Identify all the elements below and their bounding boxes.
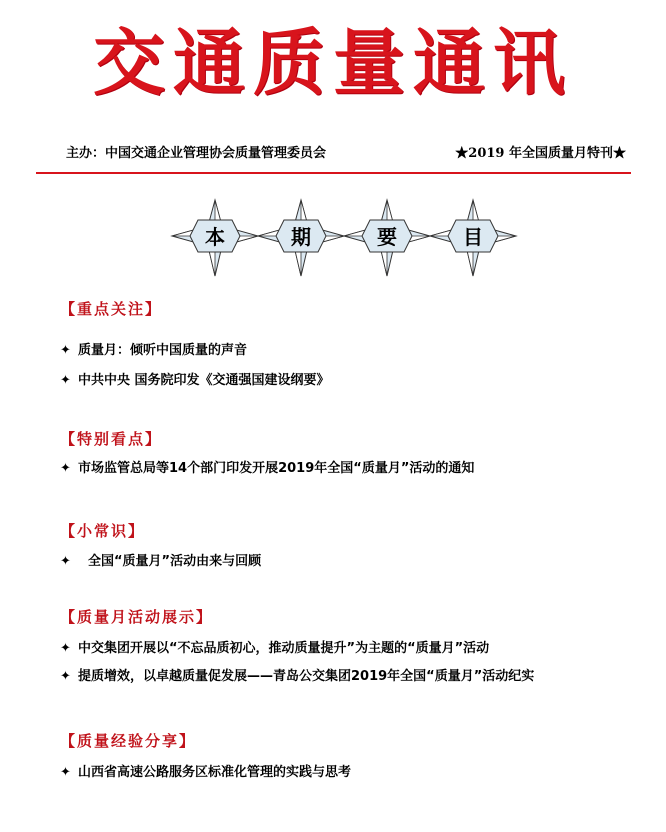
bullet-star-icon: ✦ [60,641,71,656]
section-key-focus [60,298,660,390]
section-title: 【质量经验分享】 [60,732,197,750]
toc-char-3: 要 [377,225,397,249]
section-experience-sharing [60,730,660,782]
toc-item[interactable] [60,553,660,571]
bullet-star-icon: ✦ [60,373,71,388]
host-organization: 主办：中国交通企业管理协会质量管理委员会 [66,146,327,161]
toc-item-text: 提质增效，以卓越质量促发展——青岛公交集团2019年全国“质量月”活动纪实 [78,669,535,684]
masthead-title: 交通质量通讯 [92,20,573,105]
bullet-star-icon: ✦ [60,343,71,358]
section-title: 【重点关注】 [60,300,163,318]
bullet-star-icon: ✦ [60,461,71,476]
toc-item-text: 中共中央 国务院印发《交通强国建设纲要》 [78,373,330,388]
compass-badge-3 [342,198,432,278]
toc-item[interactable] [60,640,660,658]
bullet-star-icon: ✦ [60,554,71,569]
toc-item-text: 市场监管总局等14个部门印发开展2019年全国“质量月”活动的通知 [78,461,475,476]
section-title: 【小常识】 [60,522,146,540]
toc-char-1: 本 [205,225,225,249]
section-highlights [60,428,660,478]
compass-badge-2 [256,198,346,278]
toc-item-text: 质量月：倾听中国质量的声音 [78,343,248,358]
bullet-star-icon: ✦ [60,765,71,780]
bullet-star-icon: ✦ [60,669,71,684]
subheader [66,145,626,163]
toc-char-2: 期 [291,225,311,249]
section-title: 【质量月活动展示】 [60,608,214,626]
toc-item[interactable] [60,342,660,360]
toc-char-4: 目 [463,225,483,249]
red-divider [36,172,631,174]
compass-badge-1 [170,198,260,278]
toc-item[interactable] [60,764,660,782]
compass-badge-4 [428,198,518,278]
section-tips [60,520,660,571]
toc-item[interactable] [60,460,660,478]
toc-item-text: 全国“质量月”活动由来与回顾 [88,554,262,569]
toc-item[interactable] [60,372,660,390]
toc-item-text: 山西省高速公路服务区标准化管理的实践与思考 [78,765,352,780]
section-title: 【特别看点】 [60,430,163,448]
toc-heading [170,198,520,278]
toc-item-text: 中交集团开展以“不忘品质初心，推动质量提升”为主题的“质量月”活动 [78,641,490,656]
section-activity-showcase [60,606,660,686]
edition-label: ★2019 年全国质量月特刊★ [455,146,626,161]
toc-item[interactable] [60,668,660,686]
